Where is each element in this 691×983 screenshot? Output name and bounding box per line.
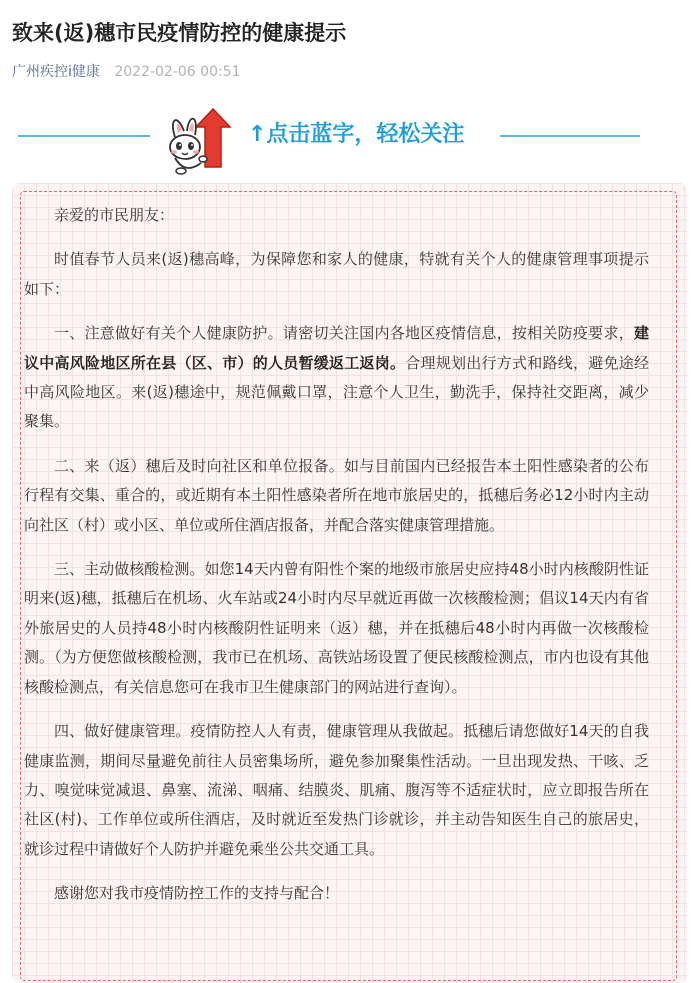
bunny-with-red-arrow-icon (165, 105, 245, 177)
intro-paragraph: 时值春节人员来(返)穗高峰，为保障您和家人的健康，特就有关个人的健康管理事项提示如下： (24, 250, 649, 298)
follow-banner[interactable] (0, 105, 691, 177)
article-title: 致来(返)穗市民疫情防控的健康提示 (12, 21, 347, 45)
paragraph-2: 二、来（返）穗后及时向社区和单位报备。如与目前国内已经报告本土阳性感染者的公布行程有交集、重合的，或近期有本土阳性感染者所在地市旅居史的，抵穗后务必12小时内主动向社区（村）或小区、单位或所住酒店报备，并配合落实健康管理措施。 (24, 456, 649, 534)
banner-left-line (18, 135, 150, 137)
paragraph-4: 四、做好健康管理。疫情防控人人有责，健康管理从我做起。抵穗后请您做好14天的自我健康监测，期间尽量避免前往人员密集场所，避免参加聚集性活动。一旦出现发热、干咳、乏力、嗅觉味觉减退、鼻塞、流涕、咽痛、结膜炎、肌痛、腹泻等不适症状时，应立即报告所在社区(村)、工作单位或所住酒店，及时就近至发热门诊就诊，并主动告知医生自己的旅居史，就诊过程中请做好个人防护并避免乘坐公共交通工具。 (24, 722, 649, 858)
publish-date: 2022-02-06 00:51 (114, 64, 241, 80)
paragraph-1-part-b: 合理规划出行方式和路线，避免途经中高风险地区。来(返)穗途中，规范佩戴口罩，注意个人卫生，勤洗手，保持社交距离，减少聚集。 (24, 353, 649, 431)
paragraph-1-bold: 建议中高风险地区所在县（区、市）的人员暂缓返工返岗。 (24, 324, 649, 372)
account-name-link[interactable]: 广州疾控i健康 (12, 64, 100, 80)
article-body (24, 201, 649, 924)
paragraph-1 (24, 319, 649, 437)
thanks-paragraph: 感谢您对我市疫情防控工作的支持与配合！ (54, 884, 340, 903)
content-card (12, 183, 687, 983)
greeting-paragraph: 亲爱的市民朋友： (54, 206, 175, 224)
follow-prompt-text[interactable]: ↑点击蓝字，轻松关注 (248, 122, 465, 147)
paragraph-3: 三、主动做核酸检测。如您14天内曾有阳性个案的地级市旅居史应持48小时内核酸阴性证明来(返)穗，抵穗后在机场、火车站或24小时内尽早就近再做一次核酸检测；倡议14天内有省外旅居史的人员持48小时内核酸阴性证明来（返）穗，并在抵穗后48小时内再做一次核酸检测。（为方便您做核酸检测，我市已在机场、高铁站场设置了便民核酸检测点，市内也设有其他核酸检测点，有关信息您可在我市卫生健康部门的网站进行查询）。 (24, 560, 649, 696)
article-meta (12, 62, 241, 82)
paragraph-1-part-a: 一、注意做好有关个人健康防护。请密切关注国内各地区疫情信息，按相关防疫要求， (54, 324, 634, 343)
banner-right-line (500, 135, 640, 137)
